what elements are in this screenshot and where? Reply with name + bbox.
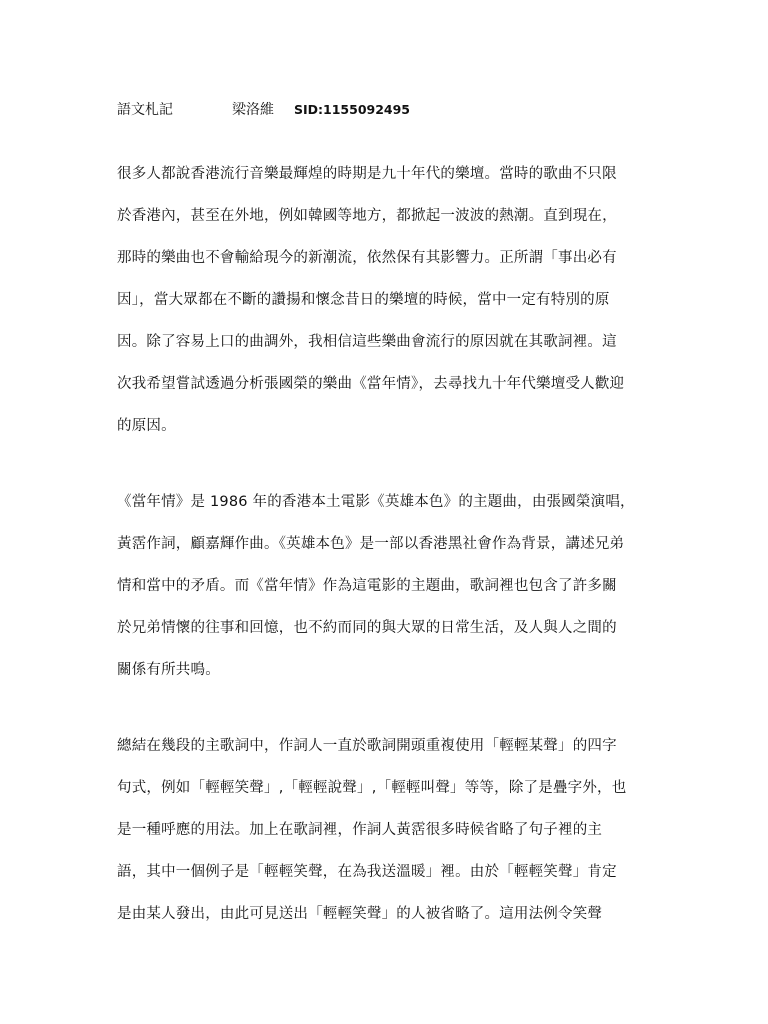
paragraph-line: 因」，當大眾都在不斷的讚揚和懷念昔日的樂壇的時候，當中一定有特別的原: [117, 292, 610, 308]
paragraph-line: 於兄弟情懷的往事和回憶，也不約而同的與大眾的日常生活，及人與人之間的: [117, 620, 617, 636]
author-name: 梁洛維: [232, 102, 274, 118]
paragraph-line: 《當年情》是 1986 年的香港本土電影《英雄本色》的主題曲，由張國榮演唱，: [117, 494, 635, 510]
paragraph-line: 黃霑作詞，顧嘉輝作曲。《英雄本色》是一部以香港黑社會作為背景，講述兄弟: [117, 536, 625, 552]
paragraph-line: 總結在幾段的主歌詞中，作詞人一直於歌詞開頭重複使用「輕輕某聲」的四字: [117, 738, 617, 754]
paragraph-line: 次我希望嘗試透過分析張國榮的樂曲《當年情》，去尋找九十年代樂壇受人歡迎: [117, 376, 625, 392]
paragraph-line: 是由某人發出，由此可見送出「輕輕笑聲」的人被省略了。這用法例令笑聲: [117, 906, 603, 922]
document-title: 語文札記: [117, 102, 173, 118]
paragraph-line: 的原因。: [117, 418, 176, 434]
paragraph-1: [117, 163, 657, 457]
paragraph-3: [117, 735, 657, 945]
paragraph-line: 很多人都說香港流行音樂最輝煌的時期是九十年代的樂壇。當時的歌曲不只限: [117, 166, 617, 182]
paragraph-line: 因。除了容易上口的曲調外，我相信這些樂曲會流行的原因就在其歌詞裡。這: [117, 334, 617, 350]
paragraph-line: 句式，例如「輕輕笑聲」,「輕輕說聲」,「輕輕叫聲」等等，除了是疊字外，也: [117, 780, 627, 796]
paragraph-line: 關係有所共鳴。: [117, 662, 220, 678]
paragraph-line: 情和當中的矛盾。而《當年情》作為這電影的主題曲，歌詞裡也包含了許多關: [117, 578, 617, 594]
paragraph-line: 於香港內，甚至在外地，例如韓國等地方，都掀起一波波的熱潮。直到現在，: [117, 208, 617, 224]
student-id: SID:1155092495: [294, 102, 411, 117]
paragraph-2: [117, 491, 657, 701]
paragraph-line: 那時的樂曲也不會輸給現今的新潮流，依然保有其影響力。正所謂「事出必有: [117, 250, 617, 266]
paragraph-line: 語，其中一個例子是「輕輕笑聲，在為我送溫暖」裡。由於「輕輕笑聲」肯定: [117, 864, 617, 880]
paragraph-line: 是一種呼應的用法。加上在歌詞裡，作詞人黃霑很多時候省略了句子裡的主: [117, 822, 603, 838]
